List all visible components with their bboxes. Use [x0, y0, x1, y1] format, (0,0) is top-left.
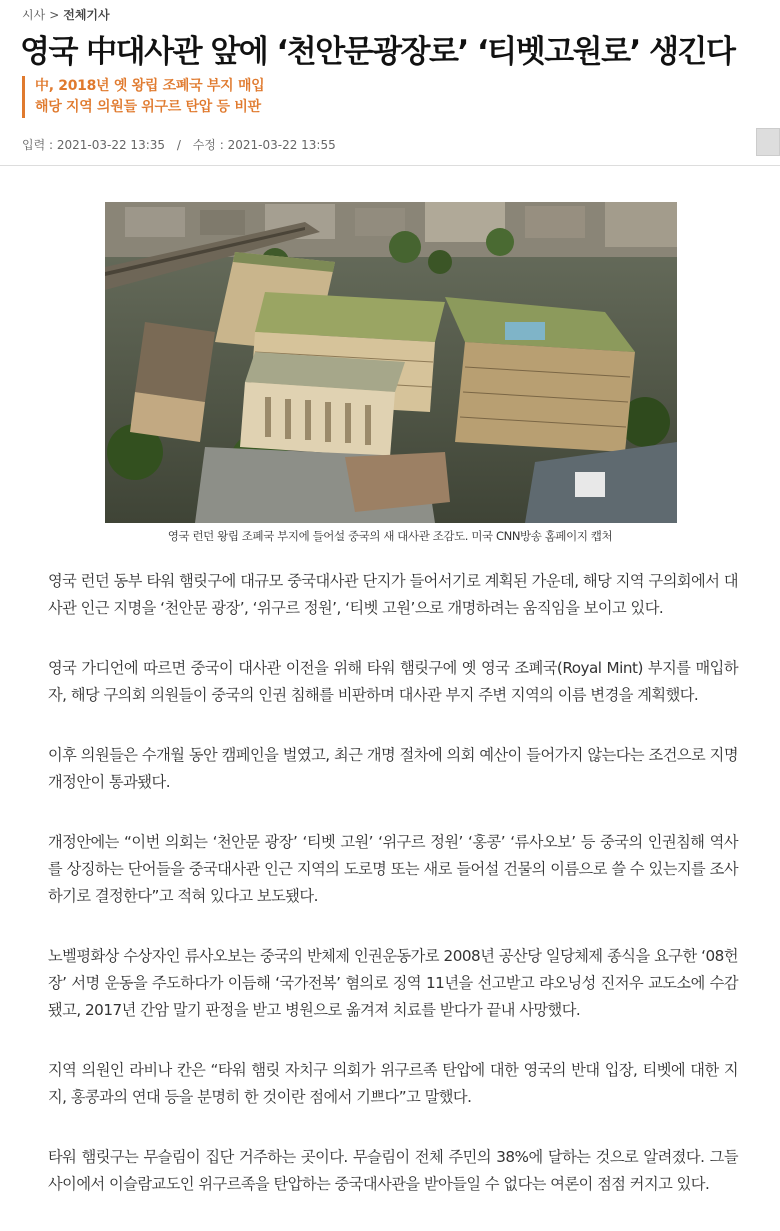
article-paragraph: 타워 햄릿구는 무슬림이 집단 거주하는 곳이다. 무슬림이 전체 주민의 38%에 달하는 것으로 알려졌다. 그들 사이에서 이슬람교도인 위구르족을 탄압하는 중국대사관을 받아들일 수 없다는 여론이 점점 커지고 있다. [48, 1148, 738, 1193]
header-divider [0, 165, 780, 166]
scroll-handle[interactable] [756, 128, 780, 156]
photo-caption: 영국 런던 왕립 조폐국 부지에 들어설 중국의 새 대사관 조감도. 미국 CNN방송 홈페이지 캡처 [167, 529, 613, 543]
article-paragraph: 지역 의원인 라비나 칸은 “타워 햄릿 자치구 의회가 위구르족 탄압에 대한 영국의 반대 입장, 티벳에 대한 지지, 홍콩과의 연대 등을 분명히 한 것이란 점에서 기쁘다”고 말했다. [48, 1061, 738, 1106]
article-paragraph: 이후 의원들은 수개월 동안 캠페인을 벌였고, 최근 개명 절차에 의회 예산이 들어가지 않는다는 조건으로 지명 개정안이 통과됐다. [48, 746, 738, 791]
modified-label: 수정 : [192, 138, 224, 152]
article-body [48, 568, 738, 1231]
published-date: 2021-03-22 13:35 [56, 138, 166, 152]
article-meta [22, 136, 336, 153]
article-subtitle [22, 76, 264, 118]
breadcrumb-section-link[interactable]: 시사 [22, 8, 46, 22]
article-paragraph: 영국 가디언에 따르면 중국이 대사관 이전을 위해 타워 햄릿구에 옛 영국 조폐국(Royal Mint) 부지를 매입하자, 해당 구의회 의원들이 중국의 인권 침해를 비판하며 대사관 부지 주변 지역의 이름 변경을 계획했다. [48, 659, 738, 704]
modified-date: 2021-03-22 13:55 [227, 138, 336, 152]
article-paragraph: 노벨평화상 수상자인 류사오보는 중국의 반체제 인권운동가로 2008년 공산당 일당체제 종식을 요구한 ‘08헌장’ 서명 운동을 주도하다가 이듬해 ‘국가전복’ 혐의로 징역 11년을 선고받고 랴오닝성 진저우 교도소에 수감됐고, 2017년 간암 말기 판정을 받고 병원으로 옮겨져 치료를 받다가 끝내 사망했다. [48, 947, 738, 1019]
breadcrumb [22, 6, 110, 23]
article-headline: 영국 中대사관 앞에 ‘천안문광장로’ ‘티벳고원로’ 생긴다 [20, 34, 735, 70]
published-label: 입력 : [22, 138, 54, 152]
embassy-aerial-rendering [105, 202, 677, 523]
breadcrumb-current-link[interactable]: 전체기사 [63, 8, 110, 22]
subtitle-line-1: 中, 2018년 옛 왕립 조폐국 부지 매입 [35, 78, 265, 94]
article-paragraph: 영국 런던 동부 타워 햄릿구에 대규모 중국대사관 단지가 들어서기로 계획된 가운데, 해당 지역 구의회에서 대사관 인근 지명을 ‘천안문 광장’, ‘위구르 정원’, ‘티벳 고원’으로 개명하려는 움직임을 보이고 있다. [48, 572, 738, 617]
article-paragraph: 개정안에는 “이번 의회는 ‘천안문 광장’ ‘티벳 고원’ ‘위구르 정원’ ‘홍콩’ ‘류사오보’ 등 중국의 인권침해 역사를 상징하는 단어들을 중국대사관 인근 지역의 도로명 또는 새로 들어설 건물의 이름으로 쓸 수 있는지를 조사하기로 결정한다”고 적혀 있다고 보도됐다. [48, 833, 738, 905]
breadcrumb-separator: > [49, 8, 60, 22]
subtitle-line-2: 해당 지역 의원들 위구르 탄압 등 비판 [35, 99, 261, 115]
article-photo [105, 202, 677, 523]
meta-separator: / [176, 138, 181, 152]
